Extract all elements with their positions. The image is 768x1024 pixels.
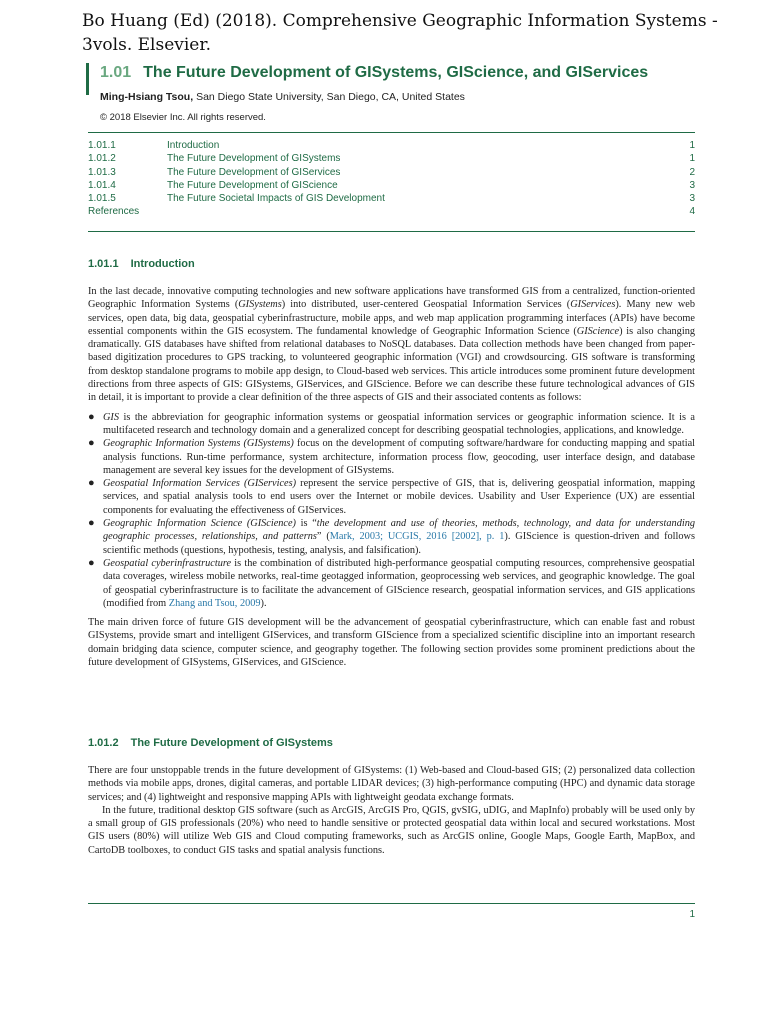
toc-entry-page: 1 xyxy=(689,140,695,151)
toc-entry[interactable] xyxy=(88,139,695,152)
definition-text: is the abbreviation for geographic information systems or geospatial information services or geographic information science. It is a multifaceted research and technology domain and a generalized concept for describing geospatial technologies, applications, and knowledge. xyxy=(103,411,695,436)
toc-entry[interactable] xyxy=(88,166,695,179)
definition-text: ” ( xyxy=(316,531,330,543)
italic-term: GISystems xyxy=(238,299,282,311)
italic-term: GIServices xyxy=(570,299,616,311)
toc-entry-number: 1.01.2 xyxy=(88,153,116,165)
definition-text: focus on the development of computing software/hardware for conducting mapping and spatial analysis functions. Run-time performance, system architecture, information process flow, geocoding, user interface design, and database management are several key issues for the development of GISystems. xyxy=(103,438,696,476)
italic-term: GIScience xyxy=(576,325,620,337)
copyright-notice: © 2018 Elsevier Inc. All rights reserved. xyxy=(100,112,266,123)
definition-text: ). GIScience is question-driven and follows scientific methods (questions, hypothesis, testing, analysis, and falsification). xyxy=(103,531,695,556)
toc-entry-title: The Future Development of GISystems xyxy=(167,153,341,165)
definition-text: represent the service perspective of GIS, that is, delivering geospatial information, mapping services, and spatial analysis tools to end users over the Internet or mobile devices. Usability and User Experience (UX) are essential components for evaluating the effectiveness of GIServices. xyxy=(103,478,695,516)
chapter-title: The Future Development of GISystems, GIScience, and GIServices xyxy=(143,64,649,81)
citation-link[interactable]: Zhang and Tsou, 2009 xyxy=(168,597,261,609)
gisystems-paragraph-2: In the future, traditional desktop GIS software (such as ArcGIS, ArcGIS Pro, QGIS, gvSIG, uDIG, and MapInfo) probably will be used only by a small group of GIS professionals (20%) who need to handle sensitive or protected geospatial data within local and secured workstations. Most GIS users (80%) will utilize Web GIS and Cloud computing frameworks, such as ArcGIS online, Google Maps, Google Earth, MapBox, and CartoDB toolboxes, to conduct GIS tasks and spatial analysis functions. xyxy=(88,804,695,856)
bullet-icon: ● xyxy=(88,477,95,490)
section-number: 1.01.2 xyxy=(88,737,119,749)
section-title: Introduction xyxy=(130,258,195,270)
toc-entry-page: 1 xyxy=(689,153,695,165)
author-name: Ming-Hsiang Tsou, xyxy=(100,91,194,103)
defined-term: Geographic Information Science (GIScience) xyxy=(103,518,296,530)
defined-term: Geospatial Information Services (GIServices) xyxy=(103,478,297,490)
quoted-definition: the development and use of theories, methods, technology, and data for understanding geographic processes, relationships, and patterns xyxy=(103,518,695,543)
toc-entry[interactable] xyxy=(88,179,695,192)
introduction-body xyxy=(88,285,695,669)
footer-divider xyxy=(88,903,695,904)
bullet-icon: ● xyxy=(88,437,95,450)
toc-entry-page: 4 xyxy=(689,206,695,218)
list-item xyxy=(88,477,695,517)
toc-entry-page: 3 xyxy=(689,193,695,205)
definition-text: ). xyxy=(260,597,267,609)
toc-entry-title: The Future Development of GIServices xyxy=(167,166,341,178)
toc-entry[interactable] xyxy=(88,192,695,205)
bullet-icon: ● xyxy=(88,410,95,423)
toc-divider-bottom xyxy=(88,231,695,232)
toc-entry-number: 1.01.5 xyxy=(88,193,116,205)
text-run: ). Many new web services, open data, big data, geospatial cyberinfrastructure, mobile apps, and web map application programming interfaces (APIs) have become essential components within the GIS ecosystem. The fundamental knowledge of Geographic Information Science ( xyxy=(88,299,695,337)
toc-divider-top xyxy=(88,132,695,133)
list-item xyxy=(88,517,695,557)
chapter-title-row xyxy=(100,63,720,83)
section-title: The Future Development of GISystems xyxy=(130,737,333,749)
toc-entry[interactable] xyxy=(88,205,695,218)
defined-term: Geospatial cyberinfrastructure xyxy=(103,557,232,569)
section-heading-introduction xyxy=(88,258,195,270)
text-run: ) into distributed, user-centered Geospatial Information Services ( xyxy=(281,299,571,311)
toc-entry-title: Introduction xyxy=(167,140,220,151)
bullet-icon: ● xyxy=(88,556,95,569)
author-affiliation: San Diego State University, San Diego, CA, United States xyxy=(196,91,465,103)
chapter-number: 1.01 xyxy=(100,64,132,81)
toc-entry[interactable] xyxy=(88,152,695,165)
toc-entry-number: References xyxy=(88,206,140,218)
intro-paragraph xyxy=(88,285,695,405)
text-run: In the last decade, innovative computing technologies and new software applications have transformed GIS from a centralized, function-oriented Geographic Information Systems ( xyxy=(88,286,695,311)
toc-entry-page: 3 xyxy=(689,179,695,191)
definition-list xyxy=(88,411,695,610)
page-number: 1 xyxy=(689,909,695,920)
table-of-contents xyxy=(88,139,695,219)
chapter-header xyxy=(86,63,720,103)
section-number: 1.01.1 xyxy=(88,258,119,270)
toc-entry-page: 2 xyxy=(689,166,695,178)
toc-entry-number: 1.01.1 xyxy=(88,140,116,151)
section-heading-gisystems xyxy=(88,737,333,749)
intro-paragraph-2: The main driven force of future GIS development will be the advancement of geospatial cyberinfrastructure, which can enable fast and robust GISystems, provide smart and intelligent GIServices, and transform GIScience from a specialized scientific discipline into an important research domain bridging data science, computer science, and geography together. The following section provides some prominent predictions about the future development of GISystems, GIServices, and GIScience. xyxy=(88,617,695,669)
book-citation: Bo Huang (Ed) (2018). Comprehensive Geographic Information Systems - 3vols. Elsevier. xyxy=(82,11,718,55)
list-item xyxy=(88,411,695,438)
list-item xyxy=(88,557,695,610)
toc-entry-number: 1.01.3 xyxy=(88,166,116,178)
gisystems-paragraph-1: There are four unstoppable trends in the future development of GISystems: (1) Web-based and Cloud-based GIS; (2) personalized data collection methods via mobile apps, drones, digital cameras, and portable LIDAR devices; (3) high-performance computing (HPC) and dynamic data storage services; and (4) lightweight and responsive mapping APIs with lightweight geodata exchange formats. xyxy=(88,765,695,803)
defined-term: GIS xyxy=(103,411,120,423)
definition-text: is “ xyxy=(296,518,317,530)
toc-entry-title: The Future Societal Impacts of GIS Development xyxy=(167,193,385,205)
bullet-icon: ● xyxy=(88,517,95,530)
gisystems-body xyxy=(88,764,695,857)
text-run: ) is also changing dramatically. GIS databases have shifted from relational databases to NoSQL databases. Data collection methods have been changed from paper-based digitization procedures to GPS tracking, to volunteered geographic information (VGI) and crowdsourcing. GIS software is transforming from desktop standalone programs to mobile app design, to Cloud-based web services. This article introduces some prominent future development directions from three aspects of GIS: GISystems, GIServices, and GIScience. Before we can describe these future technological advances of GIS in detail, it is important to provide a clear definition of the three aspects of GIS and their associated contents as follows: xyxy=(88,325,695,404)
toc-entry-title: The Future Development of GIScience xyxy=(167,179,338,191)
toc-entry-number: 1.01.4 xyxy=(88,179,116,191)
citation-link[interactable]: Mark, 2003; UCGIS, 2016 [2002], p. 1 xyxy=(329,531,505,543)
definition-text: is the combination of distributed high-performance geospatial computing resources, comprehensive geospatial data coverages, wireless mobile networks, real-time geotagged information, geoprocessing web services, and geographic knowledge. The goal of geospatial cyberinfrastructure is to facilitate the advancement of GIScience research, geospatial information services, and GIS applications (modified from xyxy=(103,557,695,609)
defined-term: Geographic Information Systems (GISystems) xyxy=(103,438,294,450)
list-item xyxy=(88,437,695,477)
author-row xyxy=(100,91,720,103)
